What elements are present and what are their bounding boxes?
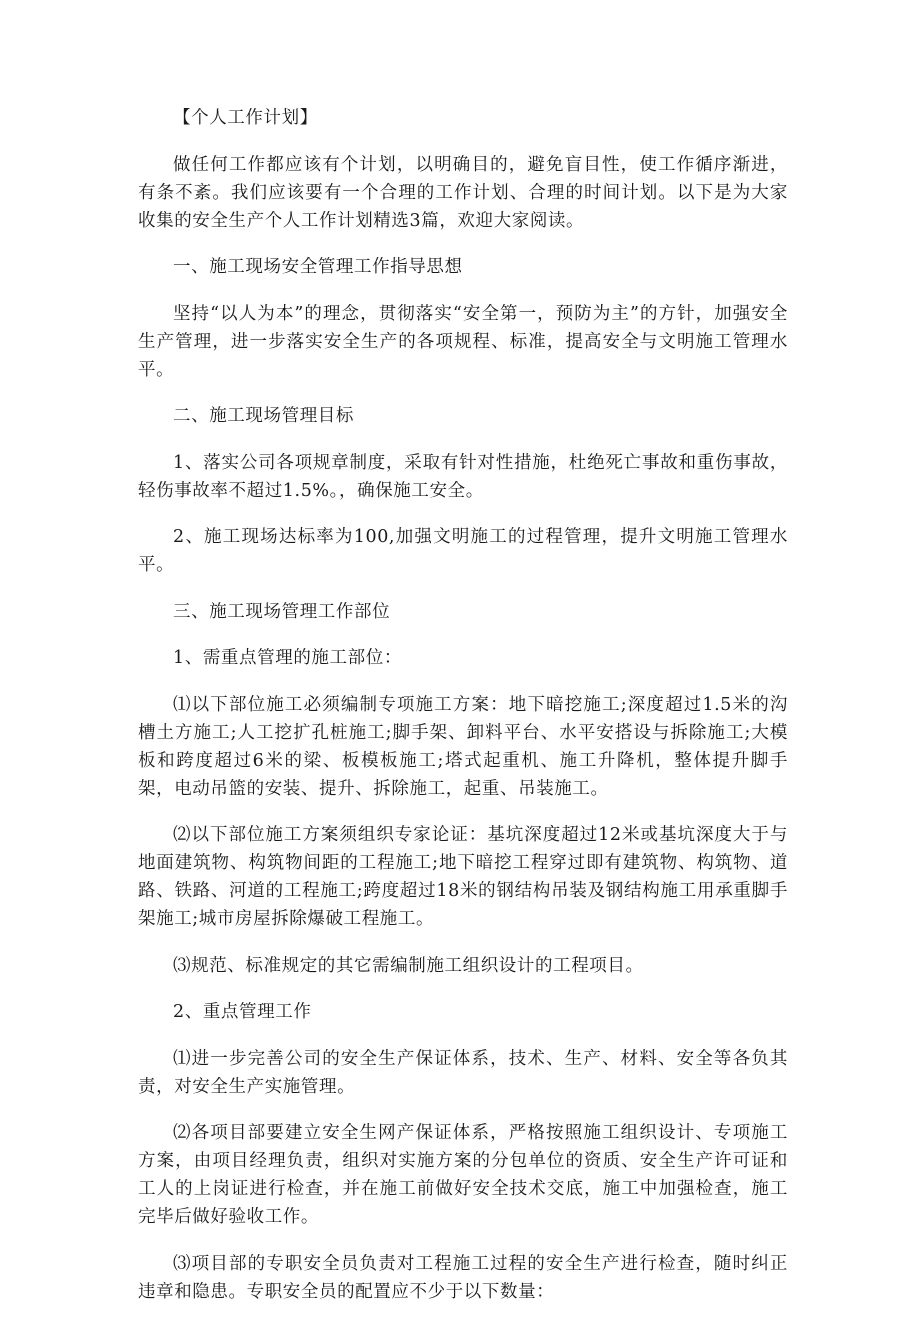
subsection-heading: 1、需重点管理的施工部位： — [173, 648, 402, 668]
body-paragraph: ⑶项目部的专职安全员负责对工程施工过程的安全生产进行检查，随时纠正违章和隐患。专职安全员的配置应不少于以下数量： — [138, 1253, 788, 1302]
body-paragraph: ⑵以下部位施工方案须组织专家论证：基坑深度超过12米或基坑深度大于与地面建筑物、构筑物间距的工程施工;地下暗挖工程穿过即有建筑物、构筑物、道路、铁路、河道的工程施工;跨度超过18米的钢结构吊装及钢结构施工用承重脚手架施工;城市房屋拆除爆破工程施工。 — [138, 825, 788, 929]
body-paragraph: 坚持“以人为本”的理念，贯彻落实“安全第一，预防为主”的方针，加强安全生产管理，进一步落实安全生产的各项规程、标准，提高安全与文明施工管理水平。 — [138, 303, 788, 380]
document-title: 【个人工作计划】 — [173, 108, 318, 128]
body-paragraph: 1、落实公司各项规章制度，采取有针对性措施，杜绝死亡事故和重伤事故，轻伤事故率不超过1.5%。，确保施工安全。 — [138, 452, 788, 501]
section-heading: 三、施工现场管理工作部位 — [173, 601, 391, 622]
section-heading: 二、施工现场管理目标 — [173, 406, 354, 426]
body-paragraph: ⑶规范、标准规定的其它需编制施工组织设计的工程项目。 — [173, 955, 644, 976]
body-paragraph: ⑴进一步完善公司的安全生产保证体系，技术、生产、材料、安全等各负其责，对安全生产实施管理。 — [138, 1048, 788, 1097]
body-paragraph: 2、施工现场达标率为100,加强文明施工的过程管理，提升文明施工管理水平。 — [138, 527, 788, 575]
document-body — [138, 104, 788, 1324]
section-heading: 一、施工现场安全管理工作指导思想 — [173, 257, 463, 277]
intro-paragraph: 做任何工作都应该有个计划，以明确目的，避免盲目性，使工作循序渐进，有条不紊。我们应该要有一个合理的工作计划、合理的时间计划。以下是为大家收集的安全生产个人工作计划精选3篇，欢迎大家阅读。 — [138, 154, 788, 231]
body-paragraph: ⑵各项目部要建立安全生网产保证体系，严格按照施工组织设计、专项施工方案，由项目经理负责，组织对实施方案的分包单位的资质、安全生产许可证和工人的上岗证进行检查，并在施工前做好安全技术交底，施工中加强检查，施工完毕后做好验收工作。 — [138, 1123, 788, 1227]
body-paragraph: ⑴以下部位施工必须编制专项施工方案：地下暗挖施工;深度超过1.5米的沟槽土方施工;人工挖扩孔桩施工;脚手架、卸料平台、水平安搭设与拆除施工;大模板和跨度超过6米的梁、板模板施工;塔式起重机、施工升降机，整体提升脚手架，电动吊篮的安装、提升、拆除施工，起重、吊装施工。 — [138, 694, 788, 799]
subsection-heading: 2、重点管理工作 — [173, 1002, 312, 1022]
